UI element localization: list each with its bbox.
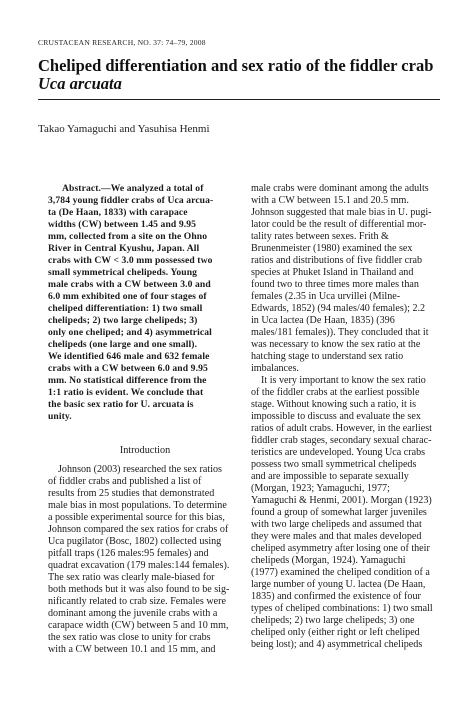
abstract-line: cheliped differentiation: 1) two small [48,303,203,314]
text-line: 1835) and confirmed the existence of four [251,591,421,602]
text-line: males/181 females)). They concluded that it [251,327,429,338]
text-line: cheliped only (either right or left cheliped [251,627,420,638]
abstract-line: 1:1 ratio is evident. We conclude that [48,387,204,398]
abstract-line: small symmetrical chelipeds. Young [48,267,198,278]
text-line: with a CW between 15.1 and 20.5 mm. [251,195,409,206]
abstract-line: 6.0 mm exhibited one of four stages of [48,291,207,302]
title-species: Uca arcuata [38,74,122,93]
title-line-1: Cheliped differentiation and sex ratio of the fiddler crab [38,56,434,75]
text-line: imbalances. [251,363,299,374]
abstract [48,183,242,423]
text-line: ratios of adult crabs. However, in the earliest [251,423,432,434]
text-line: Yamaguchi & Henmi, 2001). Morgan (1923) [251,495,432,506]
text-line: (Morgan, 1923; Yamaguchi, 1977; [251,483,390,494]
text-line: stage. Without knowing such a ratio, it is [251,399,417,410]
abstract-line: chelipeds (one large and one small). [48,339,198,350]
introduction-text [48,464,242,656]
abstract-line: unity. [48,411,72,422]
article-title [38,57,448,93]
text-line: Uca pugilator (Bosc, 1802) collected using [48,536,222,547]
abstract-line: mm, collected from a site on the Ohno [48,231,208,242]
text-line: male bias in most populations. To determine [48,500,227,511]
abstract-line: River in Central Kyushu, Japan. All [48,243,200,254]
text-line: females (2.35 in Uca urvillei (Milne- [251,291,401,302]
paragraph-2 [251,375,445,651]
abstract-line: widths (CW) between 1.45 and 9.95 [48,219,197,230]
right-column [251,183,445,651]
text-line: large number of young U. lactea (De Haan, [251,579,426,590]
abstract-line: chelipeds; 2) two large chelipeds; 3) [48,315,198,326]
abstract-line: only one cheliped; and 4) asymmetrical [48,327,212,338]
text-line: the sex ratio was close to unity for crabs [48,632,211,643]
abstract-line: crabs with CW < 3.0 mm possessed two [48,255,213,266]
text-line: being lost); and 4) asymmetrical chelipeds [251,639,423,650]
abstract-line: 3,784 young fiddler crabs of Uca arcua- [48,195,214,206]
abstract-line: ta (De Haan, 1833) with carapace [48,207,188,218]
abstract-line: We identified 646 male and 632 female [48,351,210,362]
text-line: fiddler crab stages, secondary sexual charac- [251,435,432,446]
paragraph-1 [251,183,445,375]
text-line: in Uca lactea (De Haan, 1835) (396 [251,315,395,326]
text-line: (1977) examined the cheliped condition of a [251,567,430,578]
text-line: with two large chelipeds and assumed that [251,519,422,530]
text-line: types of cheliped combinations: 1) two small [251,603,433,614]
text-line: both methods but it was also found to be sig- [48,584,230,595]
text-line: Johnson suggested that male bias in U. pugi- [251,207,432,218]
text-line: quadrat excavation (179 males:144 females). [48,560,230,571]
text-line: male crabs were dominant among the adults [251,183,429,194]
authors: Takao Yamaguchi and Yasuhisa Henmi [38,123,210,135]
text-line: tality rates between sexes. Frith & [251,231,389,242]
abstract-line: mm. No statistical difference from the [48,375,207,386]
text-line: Edwards, 1852) (94 males/40 females); 2.2 [251,303,426,314]
text-line: with a CW between 10.1 and 15 mm, and [48,644,216,655]
text-line: possess two small symmetrical chelipeds [251,459,417,470]
text-line: found two to three times more males than [251,279,419,290]
text-line: lator could be the result of differential mor- [251,219,427,230]
text-line: species at Phuket Island in Thailand and [251,267,414,278]
abstract-line: Abstract.—We analyzed a total of [62,183,204,194]
text-line: of the fiddler crabs at the earliest possible [251,387,420,398]
text-line: they were males and that males developed [251,531,422,542]
text-line: chelipeds; 2) two large chelipeds; 3) one [251,615,415,626]
text-line: cheliped asymmetry after losing one of their [251,543,430,554]
text-line: The sex ratio was clearly male-biased for [48,572,215,583]
text-line: carapace width (CW) between 5 and 10 mm, [48,620,229,631]
text-line: It is very important to know the sex ratio [261,375,426,386]
text-line: was necessary to know the sex ratio at the [251,339,421,350]
text-line: chelipeds (Morgan, 1924). Yamaguchi [251,555,406,566]
text-line: and are impossible to separate sexually [251,471,409,482]
text-line: found a group of somewhat larger juveniles [251,507,427,518]
section-heading-introduction: Introduction [119,445,171,456]
left-column [48,183,242,656]
title-rule [38,99,440,100]
text-line: a possible experimental source for this bias, [48,512,225,523]
text-line: of fiddler crabs and published a list of [48,476,202,487]
abstract-line: male crabs with a CW between 3.0 and [48,279,211,290]
text-line: Johnson (2003) researched the sex ratios [58,464,222,475]
text-line: Brunenmeister (1980) examined the sex [251,243,413,254]
text-line: nificantly related to crab size. Females were [48,596,226,607]
text-line: Johnson compared the sex ratios for crabs of [48,524,229,535]
running-head: CRUSTACEAN RESEARCH, NO. 37: 74–79, 2008 [38,38,206,47]
text-line: dominant among the juvenile crabs with a [48,608,218,619]
text-line: pitfall traps (126 males:95 females) and [48,548,209,559]
text-line: ratios and distributions of five fiddler crab [251,255,422,266]
abstract-line: crabs with a CW between 6.0 and 9.95 [48,363,208,374]
text-line: impossible to discuss and evaluate the sex [251,411,421,422]
text-line: hatching stage to understand sex ratio [251,351,404,362]
text-line: teristics are undeveloped. Young Uca crabs [251,447,426,458]
abstract-line: the basic sex ratio for U. arcuata is [48,399,194,410]
text-line: results from 25 studies that demonstrated [48,488,215,499]
